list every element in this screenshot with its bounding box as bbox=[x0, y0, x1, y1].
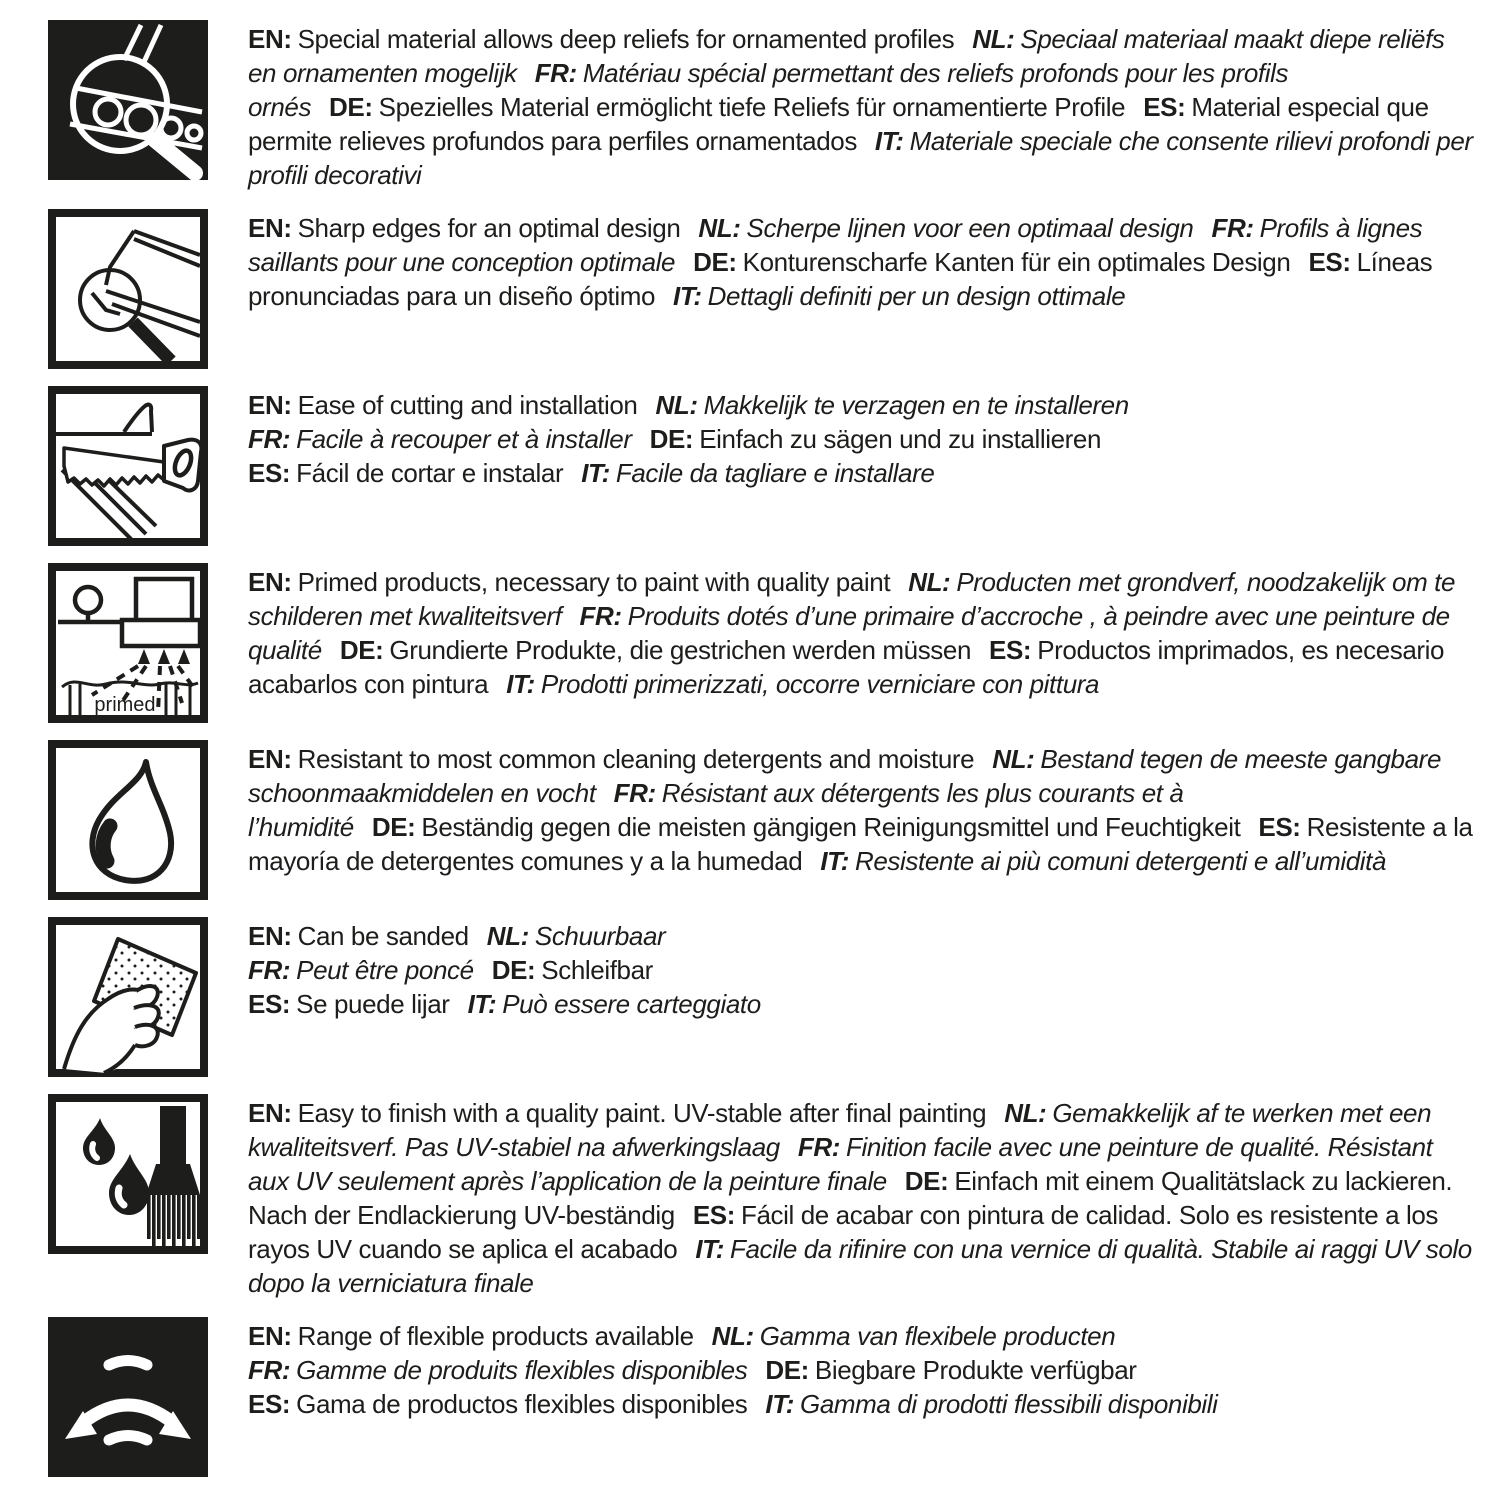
text-line bbox=[248, 1319, 1474, 1353]
lang-label: FR: bbox=[248, 424, 291, 454]
lang-text: Può essere carteggiato bbox=[502, 989, 761, 1019]
lang-segment bbox=[820, 846, 1386, 876]
feature-text bbox=[248, 740, 1474, 878]
lang-text: Schuurbaar bbox=[534, 921, 666, 951]
lang-text: Facile da rifinire con una vernice di qualità. Stabile ai raggi UV solo dopo la verniciatura finale bbox=[248, 1234, 1472, 1298]
lang-text: Sharp edges for an optimal design bbox=[297, 213, 681, 243]
lang-segment bbox=[468, 989, 761, 1019]
lang-label: EN: bbox=[248, 390, 292, 420]
text-line bbox=[248, 22, 1474, 192]
lang-label: EN: bbox=[248, 24, 292, 54]
moisture-drop-icon bbox=[48, 740, 208, 900]
lang-text: Productos imprimados, es necesario acabarlos con pintura bbox=[248, 635, 1445, 699]
lang-label: FR: bbox=[248, 1355, 291, 1385]
lang-text: Facile da tagliare e installare bbox=[615, 458, 935, 488]
lang-text: Einfach mit einem Qualitätslack zu lackieren. Nach der Endlackierung UV-beständig bbox=[248, 1166, 1453, 1230]
lang-label: FR: bbox=[579, 601, 622, 631]
lang-label: NL: bbox=[698, 213, 741, 243]
lang-text: Fácil de acabar con pintura de calidad. Solo es resistente a los rayos UV cuando se aplica el acabado bbox=[248, 1200, 1439, 1264]
feature-row bbox=[48, 917, 1474, 1077]
lang-label: EN: bbox=[248, 567, 292, 597]
lang-text: Prodotti primerizzati, occorre verniciare con pittura bbox=[540, 669, 1100, 699]
lang-label: IT: bbox=[467, 989, 497, 1019]
lang-segment bbox=[712, 1321, 1116, 1351]
lang-text: Range of flexible products available bbox=[297, 1321, 694, 1351]
lang-label: EN: bbox=[248, 744, 292, 774]
lang-segment bbox=[248, 744, 974, 774]
lang-label: ES: bbox=[248, 458, 291, 488]
lang-label: NL: bbox=[972, 24, 1015, 54]
lang-text: Gamma van flexibele producten bbox=[759, 1321, 1116, 1351]
lang-label: NL: bbox=[711, 1321, 754, 1351]
text-line bbox=[248, 1387, 1474, 1421]
lang-segment bbox=[506, 669, 1099, 699]
lang-text: Líneas pronunciadas para un diseño óptimo bbox=[248, 247, 1433, 311]
lang-segment bbox=[655, 390, 1128, 420]
lang-label: IT: bbox=[874, 126, 904, 156]
flexible-arrows-icon bbox=[48, 1317, 208, 1477]
lang-segment bbox=[340, 635, 971, 665]
lang-label: NL: bbox=[908, 567, 951, 597]
lang-text: Facile à recouper et à installer bbox=[296, 424, 632, 454]
lang-text: Konturenscharfe Kanten für ein optimales Design bbox=[742, 247, 1291, 277]
lang-label: DE: bbox=[339, 635, 384, 665]
lang-text: Primed products, necessary to paint with quality paint bbox=[297, 567, 891, 597]
lang-segment bbox=[248, 24, 954, 54]
feature-text bbox=[248, 1317, 1474, 1421]
feature-row bbox=[48, 740, 1474, 900]
primed-label: primed bbox=[94, 694, 156, 716]
lang-segment bbox=[487, 921, 666, 951]
lang-text: Produits dotés d’une primaire d’accroche , à peindre avec une peinture de qualité bbox=[248, 601, 1450, 665]
lang-segment bbox=[248, 424, 632, 454]
lang-text: Material especial que permite relieves profundos para perfiles ornamentados bbox=[248, 92, 1429, 156]
lang-segment bbox=[673, 281, 1125, 311]
lang-text: Spezielles Material ermöglicht tiefe Reliefs für ornamentierte Profile bbox=[378, 92, 1126, 122]
lang-text: Can be sanded bbox=[297, 921, 469, 951]
lang-label: ES: bbox=[692, 1200, 735, 1230]
feature-row bbox=[48, 1317, 1474, 1477]
primer-spray-icon bbox=[48, 563, 208, 723]
lang-label: IT: bbox=[673, 281, 702, 311]
lang-segment bbox=[581, 458, 934, 488]
text-line bbox=[248, 565, 1474, 701]
feature-text bbox=[248, 386, 1474, 490]
lang-label: EN: bbox=[248, 1098, 292, 1128]
lang-label: DE: bbox=[371, 812, 416, 842]
lang-label: ES: bbox=[1143, 92, 1186, 122]
lang-text: Easy to finish with a quality paint. UV-stable after final painting bbox=[297, 1098, 987, 1128]
lang-label: IT: bbox=[765, 1389, 795, 1419]
lang-segment bbox=[765, 1355, 1136, 1385]
lang-segment bbox=[248, 213, 680, 243]
text-line bbox=[248, 1096, 1474, 1300]
lang-label: ES: bbox=[1308, 247, 1351, 277]
lang-label: ES: bbox=[248, 1389, 291, 1419]
lang-label: NL: bbox=[1004, 1098, 1047, 1128]
feature-row bbox=[48, 386, 1474, 546]
lang-text: Se puede lijar bbox=[296, 989, 450, 1019]
paint-drops-brush-icon bbox=[48, 1094, 208, 1254]
lang-label: NL: bbox=[486, 921, 529, 951]
feature-text bbox=[248, 1094, 1474, 1300]
lang-label: FR: bbox=[797, 1132, 840, 1162]
lang-label: IT: bbox=[820, 846, 849, 876]
lang-label: FR: bbox=[1211, 213, 1254, 243]
text-line bbox=[248, 1353, 1474, 1387]
feature-text bbox=[248, 209, 1474, 313]
lang-label: FR: bbox=[248, 955, 291, 985]
lang-label: DE: bbox=[329, 92, 373, 122]
lang-segment bbox=[329, 92, 1125, 122]
relief-magnifier-icon bbox=[48, 20, 208, 180]
lang-label: NL: bbox=[992, 744, 1035, 774]
lang-text: Scherpe lijnen voor een optimaal design bbox=[746, 213, 1194, 243]
lang-label: DE: bbox=[904, 1166, 949, 1196]
lang-segment bbox=[248, 1355, 747, 1385]
text-line bbox=[248, 919, 1474, 953]
lang-label: EN: bbox=[248, 1321, 292, 1351]
lang-text: Matériau spécial permettant des reliefs profonds pour les profils ornés bbox=[248, 58, 1289, 122]
lang-text: Grundierte Produkte, die gestrichen werden müssen bbox=[389, 635, 972, 665]
lang-text: Speciaal materiaal maakt diepe reliëfs en ornamenten mogelijk bbox=[248, 24, 1445, 88]
text-line bbox=[248, 211, 1474, 313]
lang-segment bbox=[248, 458, 563, 488]
lang-text: Gamma di prodotti flessibili disponibili bbox=[800, 1389, 1218, 1419]
lang-label: NL: bbox=[655, 390, 698, 420]
lang-label: ES: bbox=[989, 635, 1032, 665]
lang-label: IT: bbox=[581, 458, 610, 488]
lang-label: IT: bbox=[506, 669, 535, 699]
feature-row bbox=[48, 563, 1474, 723]
lang-label: EN: bbox=[248, 213, 292, 243]
feature-row bbox=[48, 1094, 1474, 1300]
lang-label: FR: bbox=[613, 778, 656, 808]
lang-text: Peut être poncé bbox=[296, 955, 474, 985]
text-line bbox=[248, 456, 1474, 490]
lang-segment bbox=[248, 1321, 694, 1351]
feature-text bbox=[248, 20, 1474, 192]
lang-text: Résistant aux détergents les plus courants et à l’humidité bbox=[248, 778, 1184, 842]
lang-segment bbox=[693, 247, 1290, 277]
lang-text: Materiale speciale che consente rilievi profondi per profili decorativi bbox=[248, 126, 1473, 190]
lang-segment bbox=[248, 989, 450, 1019]
lang-label: DE: bbox=[491, 955, 536, 985]
lang-segment bbox=[372, 812, 1241, 842]
lang-segment bbox=[492, 955, 653, 985]
lang-segment bbox=[650, 424, 1101, 454]
feature-row bbox=[48, 209, 1474, 369]
text-line bbox=[248, 422, 1474, 456]
lang-text: Producten met grondverf, noodzakelijk om te schilderen met kwaliteitsverf bbox=[248, 567, 1456, 631]
lang-text: Einfach zu sägen und zu installieren bbox=[699, 424, 1102, 454]
lang-segment bbox=[248, 1389, 747, 1419]
lang-segment bbox=[765, 1389, 1217, 1419]
lang-segment bbox=[248, 390, 637, 420]
text-line bbox=[248, 742, 1474, 878]
lang-segment bbox=[248, 567, 890, 597]
lang-segment bbox=[248, 1098, 986, 1128]
text-line bbox=[248, 953, 1474, 987]
lang-text: Finition facile avec une peinture de qualité. Résistant aux UV seulement après l’application de la peinture finale bbox=[248, 1132, 1433, 1196]
text-line bbox=[248, 388, 1474, 422]
lang-text: Resistente a la mayoría de detergentes comunes y a la humedad bbox=[248, 812, 1473, 876]
lang-text: Gamme de produits flexibles disponibles bbox=[296, 1355, 748, 1385]
lang-text: Bestand tegen de meeste gangbare schoonmaakmiddelen en vocht bbox=[248, 744, 1441, 808]
lang-segment bbox=[698, 213, 1193, 243]
lang-text: Makkelijk te verzagen en te installeren bbox=[703, 390, 1129, 420]
saw-cutting-icon bbox=[48, 386, 208, 546]
sanding-hand-icon bbox=[48, 917, 208, 1077]
feature-text bbox=[248, 917, 1474, 1021]
sharp-edges-magnifier-icon bbox=[48, 209, 208, 369]
lang-label: EN: bbox=[248, 921, 292, 951]
lang-text: Gama de productos flexibles disponibles bbox=[296, 1389, 748, 1419]
lang-label: DE: bbox=[765, 1355, 809, 1385]
lang-text: Ease of cutting and installation bbox=[297, 390, 638, 420]
lang-text: Profils à lignes saillants pour une conception optimale bbox=[248, 213, 1423, 277]
lang-text: Biegbare Produkte verfügbar bbox=[814, 1355, 1137, 1385]
lang-text: Resistant to most common cleaning detergents and moisture bbox=[297, 744, 975, 774]
lang-text: Fácil de cortar e instalar bbox=[296, 458, 564, 488]
lang-label: ES: bbox=[248, 989, 291, 1019]
lang-text: Beständig gegen die meisten gängigen Reinigungsmittel und Feuchtigkeit bbox=[421, 812, 1241, 842]
lang-text: Resistente ai più comuni detergenti e all’umidità bbox=[854, 846, 1387, 876]
lang-label: ES: bbox=[1258, 812, 1301, 842]
feature-text bbox=[248, 563, 1474, 701]
lang-text: Schleifbar bbox=[541, 955, 653, 985]
lang-label: FR: bbox=[534, 58, 577, 88]
lang-text: Dettagli definiti per un design ottimale bbox=[707, 281, 1126, 311]
lang-label: DE: bbox=[693, 247, 737, 277]
lang-label: IT: bbox=[695, 1234, 724, 1264]
lang-segment bbox=[248, 955, 474, 985]
feature-row bbox=[48, 20, 1474, 192]
text-line bbox=[248, 987, 1474, 1021]
lang-label: DE: bbox=[649, 424, 694, 454]
lang-text: Gemakkelijk af te werken met een kwaliteitsverf. Pas UV-stabiel na afwerkingslaag bbox=[248, 1098, 1432, 1162]
lang-text: Special material allows deep reliefs for ornamented profiles bbox=[297, 24, 955, 54]
lang-segment bbox=[248, 921, 469, 951]
